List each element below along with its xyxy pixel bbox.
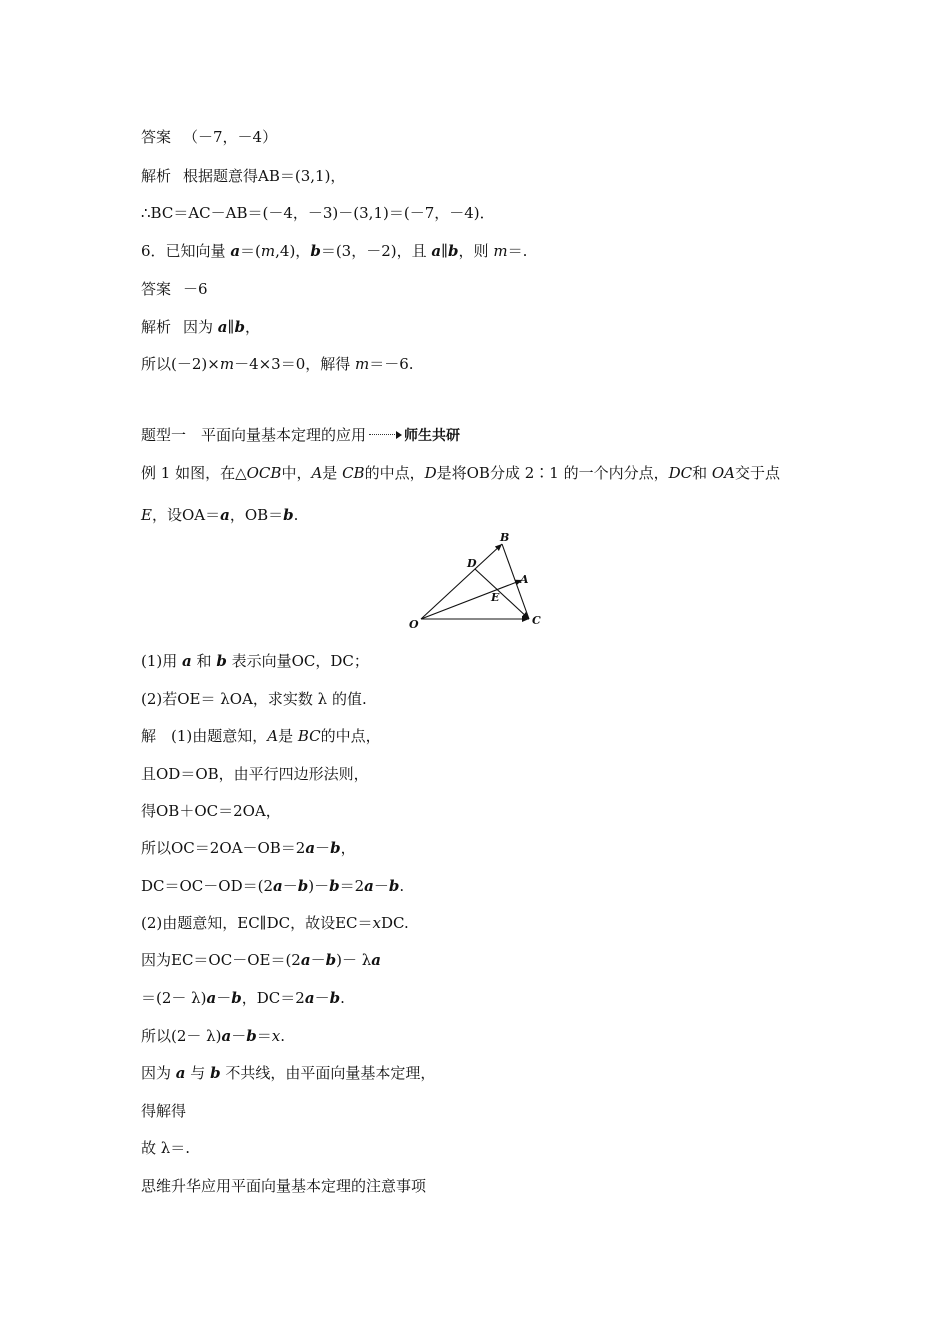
solve-m-line: 所以(－2)×m－4×3＝0，解得 m＝－6. (141, 355, 414, 373)
answer-value: －6 (183, 280, 208, 298)
solution-line-11: 得解得 (141, 1102, 187, 1120)
example-1-line-2: E，设OA＝a，OB＝b. (141, 506, 299, 524)
label-d: D (467, 557, 477, 570)
solution-line-9: 所以(2－ λ)a－b＝x. (141, 1027, 286, 1045)
segment-ob (421, 544, 502, 619)
solution-line-3: 得OB＋OC＝2OA， (141, 802, 281, 820)
answer-value: （－7，－4） (183, 128, 278, 146)
label-b: B (500, 531, 510, 544)
solution-line-5: DC＝OC－OD＝(2a－b)－b＝2a－b. (141, 877, 405, 895)
section-tag: 师生共研 (404, 428, 461, 444)
analysis-6-line: 解析 因为 a∥b， (141, 318, 260, 336)
dotted-leader (369, 434, 395, 435)
section-heading (141, 425, 460, 446)
solution-line-12: 故 λ＝. (141, 1139, 191, 1157)
arrow-icon (396, 431, 402, 439)
section-title: 题型一 平面向量基本定理的应用 (141, 426, 367, 444)
answer-6-line (141, 279, 208, 299)
sub-question-2: (2)若OE＝ λOA，求实数 λ 的值. (141, 690, 367, 708)
label-a: A (520, 573, 529, 586)
triangle-figure (404, 530, 554, 630)
analysis-line (141, 166, 345, 186)
question-6: 6．已知向量 a＝(m,4)，b＝(3，－2)，且 a∥b，则 m＝. (141, 242, 528, 260)
solution-line-10: 因为 a 与 b 不共线，由平面向量基本定理， (141, 1064, 436, 1082)
solution-line-8: ＝(2－ λ)a－b，DC＝2a－b. (141, 989, 345, 1007)
answer-label: 答案 (141, 280, 172, 298)
summary-heading: 思维升华应用平面向量基本定理的注意事项 (141, 1177, 427, 1195)
solution-line-7: 因为EC＝OC－OE＝(2a－b)－ λa (141, 951, 381, 969)
analysis-text: 根据题意得AB＝(3,1)， (183, 167, 346, 185)
label-c: C (532, 614, 541, 627)
analysis-label: 解析 (141, 318, 172, 336)
sub-question-1: (1)用 a 和 b 表示向量OC，DC； (141, 652, 369, 670)
solution-line-6: (2)由题意知，EC∥DC，故设EC＝xDC. (141, 914, 409, 932)
solution-line-2: 且OD＝OB，由平行四边形法则， (141, 765, 369, 783)
solution-line-4: 所以OC＝2OA－OB＝2a－b， (141, 839, 356, 857)
label-e: E (491, 591, 500, 604)
answer-line (141, 127, 277, 147)
answer-label: 答案 (141, 128, 172, 146)
bc-computation: ∴BC＝AC－AB＝(－4，－3)－(3,1)＝(－7，－4)． (141, 204, 495, 222)
label-o: O (409, 618, 419, 630)
example-1-line-1: 例 1 如图，在△OCB中，A是 CB的中点，D是将OB分成 2∶1 的一个内分点，DC和 OA交于点 (141, 464, 781, 482)
segment-oa (421, 580, 522, 619)
analysis-label: 解析 (141, 167, 172, 185)
solution-line-1: 解 (1)由题意知，A是 BC的中点， (141, 727, 381, 745)
